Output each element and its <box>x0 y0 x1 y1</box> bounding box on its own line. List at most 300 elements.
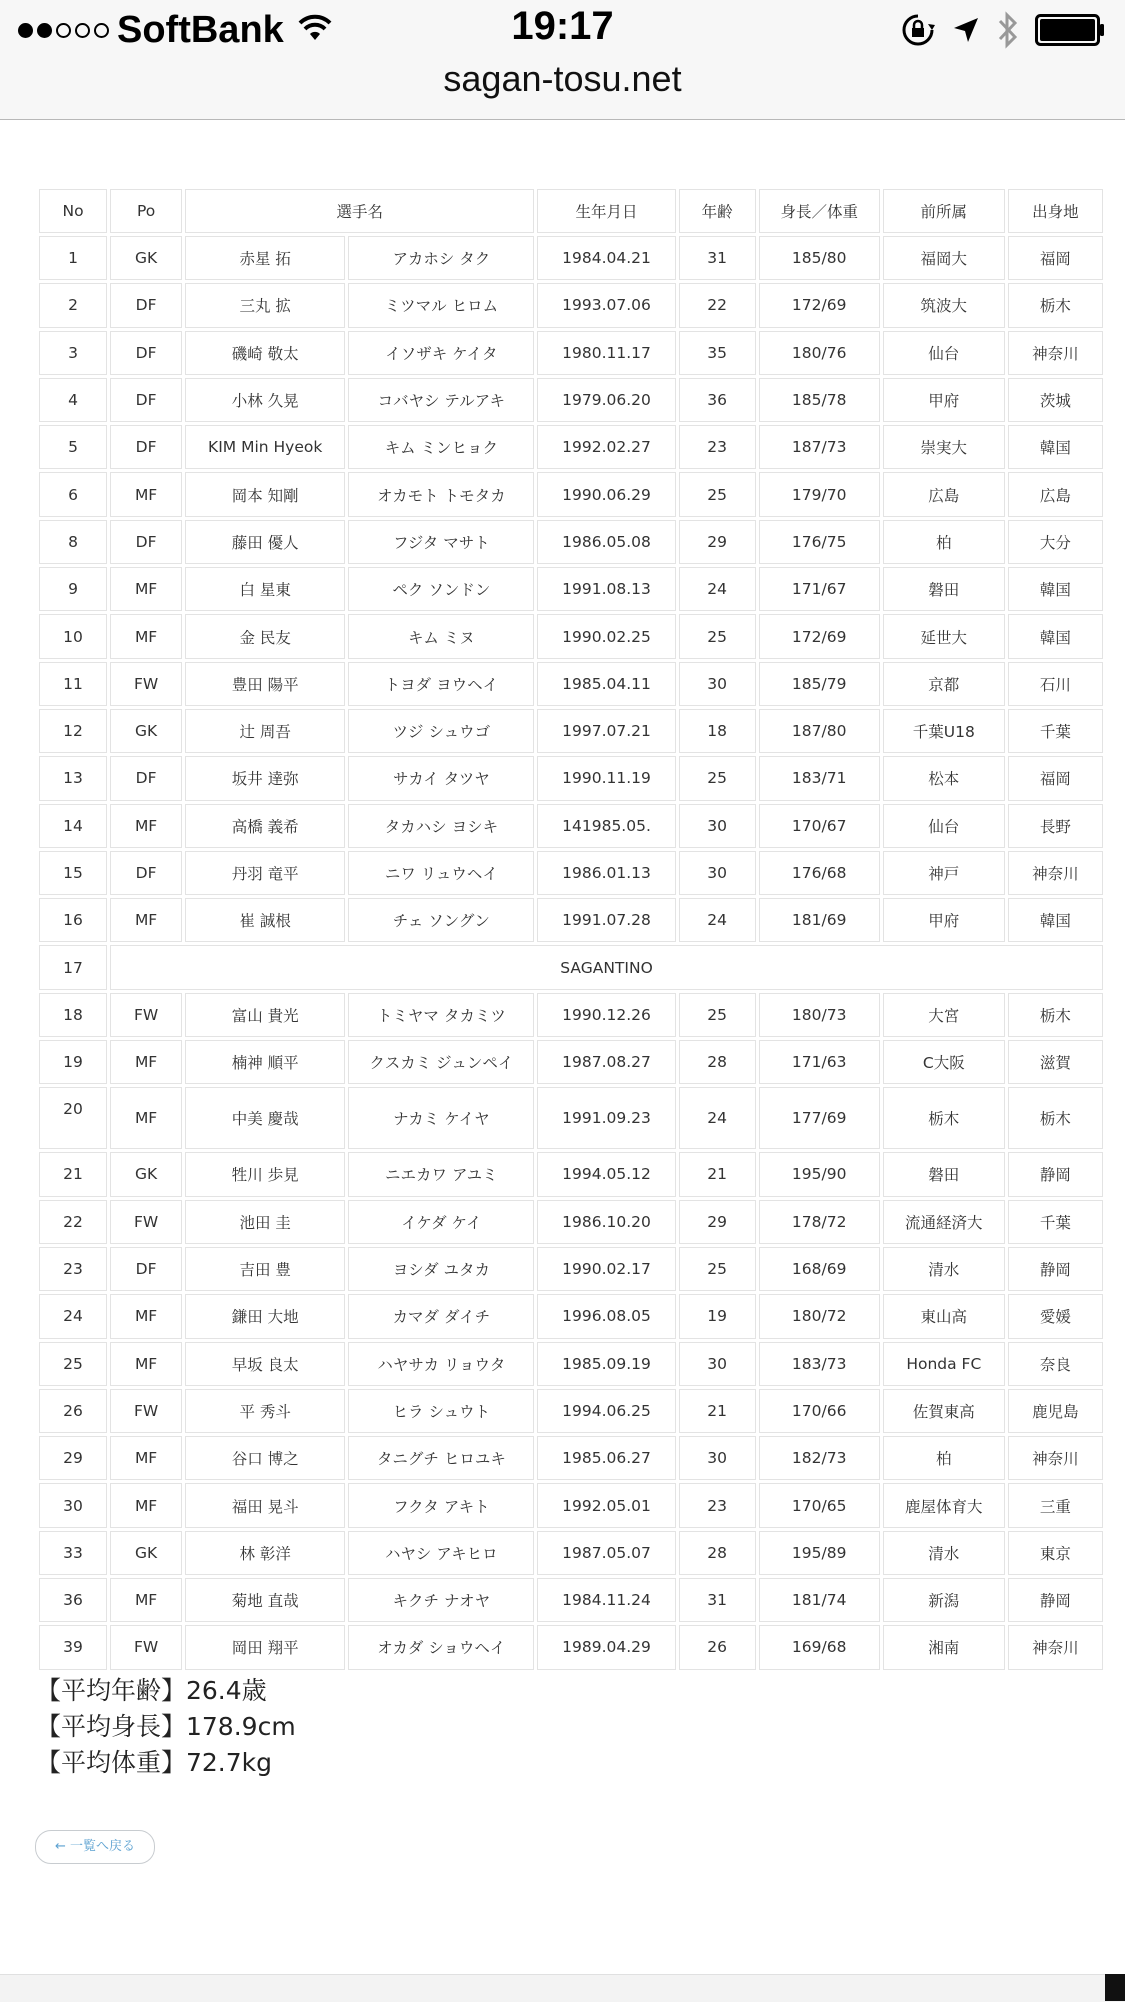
player-name-kana: サカイ タツヤ <box>348 756 534 800</box>
player-birthdate: 1986.05.08 <box>537 520 675 564</box>
footer-corner-block <box>1105 1974 1125 2001</box>
player-age: 24 <box>679 567 756 611</box>
player-number: 1 <box>39 236 107 280</box>
player-number: 4 <box>39 378 107 422</box>
player-name-kana: タニグチ ヒロユキ <box>348 1436 534 1480</box>
player-roster-table <box>36 186 1106 1673</box>
player-position: MF <box>110 1436 182 1480</box>
player-age: 30 <box>679 662 756 706</box>
player-previous-club: 磐田 <box>883 1152 1005 1196</box>
player-height-weight: 180/73 <box>759 993 880 1037</box>
player-name: 牲川 歩見 <box>185 1152 345 1196</box>
player-hometown: 千葉 <box>1008 1200 1103 1244</box>
player-age: 18 <box>679 709 756 753</box>
player-position: MF <box>110 472 182 516</box>
player-age: 24 <box>679 898 756 942</box>
player-previous-club: 新潟 <box>883 1578 1005 1622</box>
player-name-kana: ニワ リュウヘイ <box>348 851 534 895</box>
player-name-kana: オカダ ショウヘイ <box>348 1625 534 1669</box>
player-hometown: 静岡 <box>1008 1247 1103 1291</box>
table-row <box>39 1152 1103 1196</box>
player-previous-club: 湘南 <box>883 1625 1005 1669</box>
player-height-weight: 180/76 <box>759 331 880 375</box>
player-number: 33 <box>39 1531 107 1575</box>
player-number: 11 <box>39 662 107 706</box>
player-position: DF <box>110 756 182 800</box>
player-number: 18 <box>39 993 107 1037</box>
player-position: MF <box>110 614 182 658</box>
player-previous-club: 筑波大 <box>883 283 1005 327</box>
player-hometown: 韓国 <box>1008 425 1103 469</box>
player-previous-club: 延世大 <box>883 614 1005 658</box>
table-row <box>39 567 1103 611</box>
player-previous-club: 柏 <box>883 520 1005 564</box>
table-row <box>39 1200 1103 1244</box>
player-name-kana: タカハシ ヨシキ <box>348 804 534 848</box>
header-previous-club: 前所属 <box>883 189 1005 233</box>
player-height-weight: 181/74 <box>759 1578 880 1622</box>
player-height-weight: 185/79 <box>759 662 880 706</box>
player-number: 25 <box>39 1342 107 1386</box>
player-name: 藤田 優人 <box>185 520 345 564</box>
player-name-kana: キクチ ナオヤ <box>348 1578 534 1622</box>
player-age: 36 <box>679 378 756 422</box>
back-to-list-button[interactable]: ← 一覧へ戻る <box>35 1830 155 1864</box>
player-previous-club: 福岡大 <box>883 236 1005 280</box>
player-name: 楠神 順平 <box>185 1040 345 1084</box>
player-name-kana: カマダ ダイチ <box>348 1294 534 1338</box>
player-name-kana: ハヤシ アキヒロ <box>348 1531 534 1575</box>
player-previous-club: 柏 <box>883 1436 1005 1480</box>
player-previous-club: 千葉U18 <box>883 709 1005 753</box>
player-previous-club: 広島 <box>883 472 1005 516</box>
player-number: 23 <box>39 1247 107 1291</box>
player-number: 9 <box>39 567 107 611</box>
player-age: 23 <box>679 1483 756 1527</box>
player-name: 小林 久晃 <box>185 378 345 422</box>
player-birthdate: 1990.11.19 <box>537 756 675 800</box>
player-height-weight: 178/72 <box>759 1200 880 1244</box>
player-age: 25 <box>679 472 756 516</box>
player-name: 磯崎 敬太 <box>185 331 345 375</box>
battery-icon <box>1035 14 1105 46</box>
table-row <box>39 898 1103 942</box>
player-hometown: 愛媛 <box>1008 1294 1103 1338</box>
player-height-weight: 170/65 <box>759 1483 880 1527</box>
table-row <box>39 425 1103 469</box>
mascot-cell: SAGANTINO <box>110 945 1103 989</box>
table-row <box>39 331 1103 375</box>
player-birthdate: 1984.11.24 <box>537 1578 675 1622</box>
player-name-kana: ツジ シュウゴ <box>348 709 534 753</box>
player-name-kana: フクタ アキト <box>348 1483 534 1527</box>
player-hometown: 千葉 <box>1008 709 1103 753</box>
player-height-weight: 176/68 <box>759 851 880 895</box>
player-previous-club: Honda FC <box>883 1342 1005 1386</box>
player-name-kana: ナカミ ケイヤ <box>348 1087 534 1149</box>
player-previous-club: 大宮 <box>883 993 1005 1037</box>
player-name: 丹羽 竜平 <box>185 851 345 895</box>
player-number: 39 <box>39 1625 107 1669</box>
table-row <box>39 236 1103 280</box>
player-birthdate: 1991.09.23 <box>537 1087 675 1149</box>
player-previous-club: 鹿屋体育大 <box>883 1483 1005 1527</box>
player-number: 16 <box>39 898 107 942</box>
player-birthdate: 1985.06.27 <box>537 1436 675 1480</box>
player-height-weight: 182/73 <box>759 1436 880 1480</box>
player-name: 菊地 直哉 <box>185 1578 345 1622</box>
player-birthdate: 1984.04.21 <box>537 236 675 280</box>
player-position: MF <box>110 1294 182 1338</box>
player-birthdate: 1989.04.29 <box>537 1625 675 1669</box>
player-name: 崔 誠根 <box>185 898 345 942</box>
orientation-lock-icon <box>901 13 935 47</box>
player-number: 8 <box>39 520 107 564</box>
player-position: FW <box>110 1200 182 1244</box>
player-position: MF <box>110 1087 182 1149</box>
player-height-weight: 169/68 <box>759 1625 880 1669</box>
player-age: 24 <box>679 1087 756 1149</box>
player-hometown: 滋賀 <box>1008 1040 1103 1084</box>
player-previous-club: C大阪 <box>883 1040 1005 1084</box>
player-birthdate: 1991.07.28 <box>537 898 675 942</box>
player-name-kana: イソザキ ケイタ <box>348 331 534 375</box>
player-age: 30 <box>679 851 756 895</box>
player-name: 金 民友 <box>185 614 345 658</box>
player-name-kana: オカモト トモタカ <box>348 472 534 516</box>
player-position: DF <box>110 378 182 422</box>
player-hometown: 神奈川 <box>1008 331 1103 375</box>
player-name-kana: トヨダ ヨウヘイ <box>348 662 534 706</box>
player-number: 12 <box>39 709 107 753</box>
player-age: 30 <box>679 1342 756 1386</box>
player-name-kana: ハヤサカ リョウタ <box>348 1342 534 1386</box>
player-position: DF <box>110 331 182 375</box>
player-position: MF <box>110 1342 182 1386</box>
player-name: 福田 晃斗 <box>185 1483 345 1527</box>
player-position: GK <box>110 1152 182 1196</box>
player-birthdate: 1990.02.17 <box>537 1247 675 1291</box>
player-name: 平 秀斗 <box>185 1389 345 1433</box>
clock: 19:17 <box>511 4 614 48</box>
player-position: MF <box>110 804 182 848</box>
player-height-weight: 185/80 <box>759 236 880 280</box>
table-row <box>39 1342 1103 1386</box>
player-hometown: 広島 <box>1008 472 1103 516</box>
player-height-weight: 170/67 <box>759 804 880 848</box>
player-name-kana: クスカミ ジュンペイ <box>348 1040 534 1084</box>
player-hometown: 韓国 <box>1008 614 1103 658</box>
player-number: 22 <box>39 1200 107 1244</box>
player-position: GK <box>110 1531 182 1575</box>
player-name: 辻 周吾 <box>185 709 345 753</box>
player-birthdate: 1979.06.20 <box>537 378 675 422</box>
header-no: No <box>39 189 107 233</box>
player-age: 19 <box>679 1294 756 1338</box>
player-previous-club: 松本 <box>883 756 1005 800</box>
player-number: 5 <box>39 425 107 469</box>
player-age: 21 <box>679 1389 756 1433</box>
player-position: MF <box>110 1578 182 1622</box>
player-name-kana: キム ミヌ <box>348 614 534 658</box>
player-previous-club: 仙台 <box>883 804 1005 848</box>
player-name-kana: ヒラ シュウト <box>348 1389 534 1433</box>
player-name: 高橋 義希 <box>185 804 345 848</box>
player-previous-club: 仙台 <box>883 331 1005 375</box>
table-row <box>39 945 1103 989</box>
table-body <box>39 236 1103 1670</box>
player-age: 31 <box>679 1578 756 1622</box>
player-height-weight: 172/69 <box>759 283 880 327</box>
player-name-kana: アカホシ タク <box>348 236 534 280</box>
player-height-weight: 183/71 <box>759 756 880 800</box>
table-row <box>39 1436 1103 1480</box>
player-position: GK <box>110 236 182 280</box>
player-name-kana: コバヤシ テルアキ <box>348 378 534 422</box>
player-birthdate: 141985.05. <box>537 804 675 848</box>
player-name-kana: フジタ マサト <box>348 520 534 564</box>
player-name: 岡田 翔平 <box>185 1625 345 1669</box>
table-row <box>39 851 1103 895</box>
player-name: 豊田 陽平 <box>185 662 345 706</box>
table-row <box>39 1389 1103 1433</box>
player-position: DF <box>110 283 182 327</box>
player-number: 29 <box>39 1436 107 1480</box>
player-height-weight: 185/78 <box>759 378 880 422</box>
player-hometown: 石川 <box>1008 662 1103 706</box>
player-age: 29 <box>679 1200 756 1244</box>
player-height-weight: 183/73 <box>759 1342 880 1386</box>
player-age: 25 <box>679 614 756 658</box>
player-name-kana: ミツマル ヒロム <box>348 283 534 327</box>
player-birthdate: 1987.05.07 <box>537 1531 675 1575</box>
player-age: 31 <box>679 236 756 280</box>
player-height-weight: 195/89 <box>759 1531 880 1575</box>
table-row <box>39 1087 1103 1149</box>
player-name: 坂井 達弥 <box>185 756 345 800</box>
player-hometown: 栃木 <box>1008 1087 1103 1149</box>
player-age: 28 <box>679 1040 756 1084</box>
player-previous-club: 磐田 <box>883 567 1005 611</box>
player-birthdate: 1986.01.13 <box>537 851 675 895</box>
table-row <box>39 1040 1103 1084</box>
header-hometown: 出身地 <box>1008 189 1103 233</box>
player-birthdate: 1980.11.17 <box>537 331 675 375</box>
table-row <box>39 993 1103 1037</box>
player-name: 富山 貴光 <box>185 993 345 1037</box>
player-number: 14 <box>39 804 107 848</box>
player-name: KIM Min Hyeok <box>185 425 345 469</box>
url-text[interactable]: sagan-tosu.net <box>443 58 682 99</box>
player-position: FW <box>110 1625 182 1669</box>
table-row <box>39 378 1103 422</box>
player-previous-club: 京都 <box>883 662 1005 706</box>
player-name-kana: ニエカワ アユミ <box>348 1152 534 1196</box>
table-row <box>39 662 1103 706</box>
player-position: FW <box>110 1389 182 1433</box>
player-birthdate: 1996.08.05 <box>537 1294 675 1338</box>
status-bar <box>0 0 1125 58</box>
header-height-weight: 身長／体重 <box>759 189 880 233</box>
player-hometown: 韓国 <box>1008 898 1103 942</box>
player-name: 鎌田 大地 <box>185 1294 345 1338</box>
player-height-weight: 168/69 <box>759 1247 880 1291</box>
player-age: 25 <box>679 993 756 1037</box>
player-name: 三丸 拡 <box>185 283 345 327</box>
player-number: 21 <box>39 1152 107 1196</box>
player-position: MF <box>110 1040 182 1084</box>
player-number: 13 <box>39 756 107 800</box>
team-averages <box>36 1673 296 1781</box>
player-age: 30 <box>679 1436 756 1480</box>
player-hometown: 奈良 <box>1008 1342 1103 1386</box>
player-birthdate: 1992.05.01 <box>537 1483 675 1527</box>
player-birthdate: 1990.12.26 <box>537 993 675 1037</box>
player-height-weight: 179/70 <box>759 472 880 516</box>
header-age: 年齢 <box>679 189 756 233</box>
average-age: 【平均年齢】26.4歳 <box>36 1676 267 1705</box>
player-age: 28 <box>679 1531 756 1575</box>
player-hometown: 鹿児島 <box>1008 1389 1103 1433</box>
player-position: GK <box>110 709 182 753</box>
table-row <box>39 1483 1103 1527</box>
player-hometown: 栃木 <box>1008 993 1103 1037</box>
player-height-weight: 172/69 <box>759 614 880 658</box>
player-previous-club: 流通経済大 <box>883 1200 1005 1244</box>
player-name-kana: ヨシダ ユタカ <box>348 1247 534 1291</box>
player-age: 21 <box>679 1152 756 1196</box>
table-row <box>39 1247 1103 1291</box>
table-row <box>39 1531 1103 1575</box>
player-name-kana: チェ ソングン <box>348 898 534 942</box>
table-header-row <box>39 189 1103 233</box>
player-height-weight: 176/75 <box>759 520 880 564</box>
player-position: DF <box>110 520 182 564</box>
player-hometown: 韓国 <box>1008 567 1103 611</box>
player-height-weight: 170/66 <box>759 1389 880 1433</box>
player-previous-club: 佐賀東高 <box>883 1389 1005 1433</box>
status-icons <box>885 10 1105 50</box>
player-previous-club: 清水 <box>883 1531 1005 1575</box>
table-row <box>39 614 1103 658</box>
player-birthdate: 1990.02.25 <box>537 614 675 658</box>
player-name-kana: イケダ ケイ <box>348 1200 534 1244</box>
player-hometown: 福岡 <box>1008 756 1103 800</box>
player-birthdate: 1987.08.27 <box>537 1040 675 1084</box>
player-birthdate: 1991.08.13 <box>537 567 675 611</box>
player-age: 25 <box>679 1247 756 1291</box>
player-number: 19 <box>39 1040 107 1084</box>
player-height-weight: 187/80 <box>759 709 880 753</box>
average-height: 【平均身長】178.9cm <box>36 1712 296 1741</box>
table-row <box>39 709 1103 753</box>
player-birthdate: 1994.05.12 <box>537 1152 675 1196</box>
player-previous-club: 甲府 <box>883 378 1005 422</box>
footer-nav <box>0 1974 1125 2002</box>
player-age: 23 <box>679 425 756 469</box>
player-number: 3 <box>39 331 107 375</box>
player-birthdate: 1990.06.29 <box>537 472 675 516</box>
player-name: 白 星東 <box>185 567 345 611</box>
player-height-weight: 187/73 <box>759 425 880 469</box>
player-position: FW <box>110 993 182 1037</box>
player-birthdate: 1997.07.21 <box>537 709 675 753</box>
player-position: MF <box>110 898 182 942</box>
header-player-name: 選手名 <box>185 189 534 233</box>
player-age: 22 <box>679 283 756 327</box>
player-height-weight: 177/69 <box>759 1087 880 1149</box>
player-name-kana: キム ミンヒョク <box>348 425 534 469</box>
player-height-weight: 180/72 <box>759 1294 880 1338</box>
player-number: 30 <box>39 1483 107 1527</box>
player-name-kana: トミヤマ タカミツ <box>348 993 534 1037</box>
player-number: 36 <box>39 1578 107 1622</box>
table-row <box>39 283 1103 327</box>
player-name: 中美 慶哉 <box>185 1087 345 1149</box>
player-height-weight: 171/63 <box>759 1040 880 1084</box>
player-previous-club: 東山高 <box>883 1294 1005 1338</box>
player-hometown: 神奈川 <box>1008 1436 1103 1480</box>
address-bar[interactable] <box>0 58 1125 120</box>
player-hometown: 静岡 <box>1008 1578 1103 1622</box>
location-arrow-icon <box>951 15 981 45</box>
table-row <box>39 472 1103 516</box>
player-number: 24 <box>39 1294 107 1338</box>
player-age: 29 <box>679 520 756 564</box>
player-previous-club: 栃木 <box>883 1087 1005 1149</box>
player-birthdate: 1985.04.11 <box>537 662 675 706</box>
player-hometown: 東京 <box>1008 1531 1103 1575</box>
player-number: 10 <box>39 614 107 658</box>
player-hometown: 栃木 <box>1008 283 1103 327</box>
player-hometown: 大分 <box>1008 520 1103 564</box>
table-row <box>39 756 1103 800</box>
player-birthdate: 1985.09.19 <box>537 1342 675 1386</box>
player-birthdate: 1994.06.25 <box>537 1389 675 1433</box>
player-age: 26 <box>679 1625 756 1669</box>
table-row <box>39 804 1103 848</box>
player-position: DF <box>110 1247 182 1291</box>
player-height-weight: 181/69 <box>759 898 880 942</box>
header-birthdate: 生年月日 <box>537 189 675 233</box>
player-number: 17 <box>39 945 107 989</box>
table-row <box>39 520 1103 564</box>
table-row <box>39 1294 1103 1338</box>
player-position: MF <box>110 1483 182 1527</box>
player-previous-club: 清水 <box>883 1247 1005 1291</box>
player-hometown: 神奈川 <box>1008 851 1103 895</box>
player-number: 2 <box>39 283 107 327</box>
player-name: 早坂 良太 <box>185 1342 345 1386</box>
player-name: 谷口 博之 <box>185 1436 345 1480</box>
player-number: 6 <box>39 472 107 516</box>
player-hometown: 三重 <box>1008 1483 1103 1527</box>
average-weight: 【平均体重】72.7kg <box>36 1748 273 1777</box>
header-position: Po <box>110 189 182 233</box>
player-age: 35 <box>679 331 756 375</box>
player-position: DF <box>110 425 182 469</box>
carrier-name: SoftBank <box>117 8 284 51</box>
player-hometown: 静岡 <box>1008 1152 1103 1196</box>
player-birthdate: 1993.07.06 <box>537 283 675 327</box>
table-row <box>39 1578 1103 1622</box>
player-height-weight: 171/67 <box>759 567 880 611</box>
player-number: 15 <box>39 851 107 895</box>
player-position: MF <box>110 567 182 611</box>
player-age: 30 <box>679 804 756 848</box>
player-name: 岡本 知剛 <box>185 472 345 516</box>
player-hometown: 長野 <box>1008 804 1103 848</box>
